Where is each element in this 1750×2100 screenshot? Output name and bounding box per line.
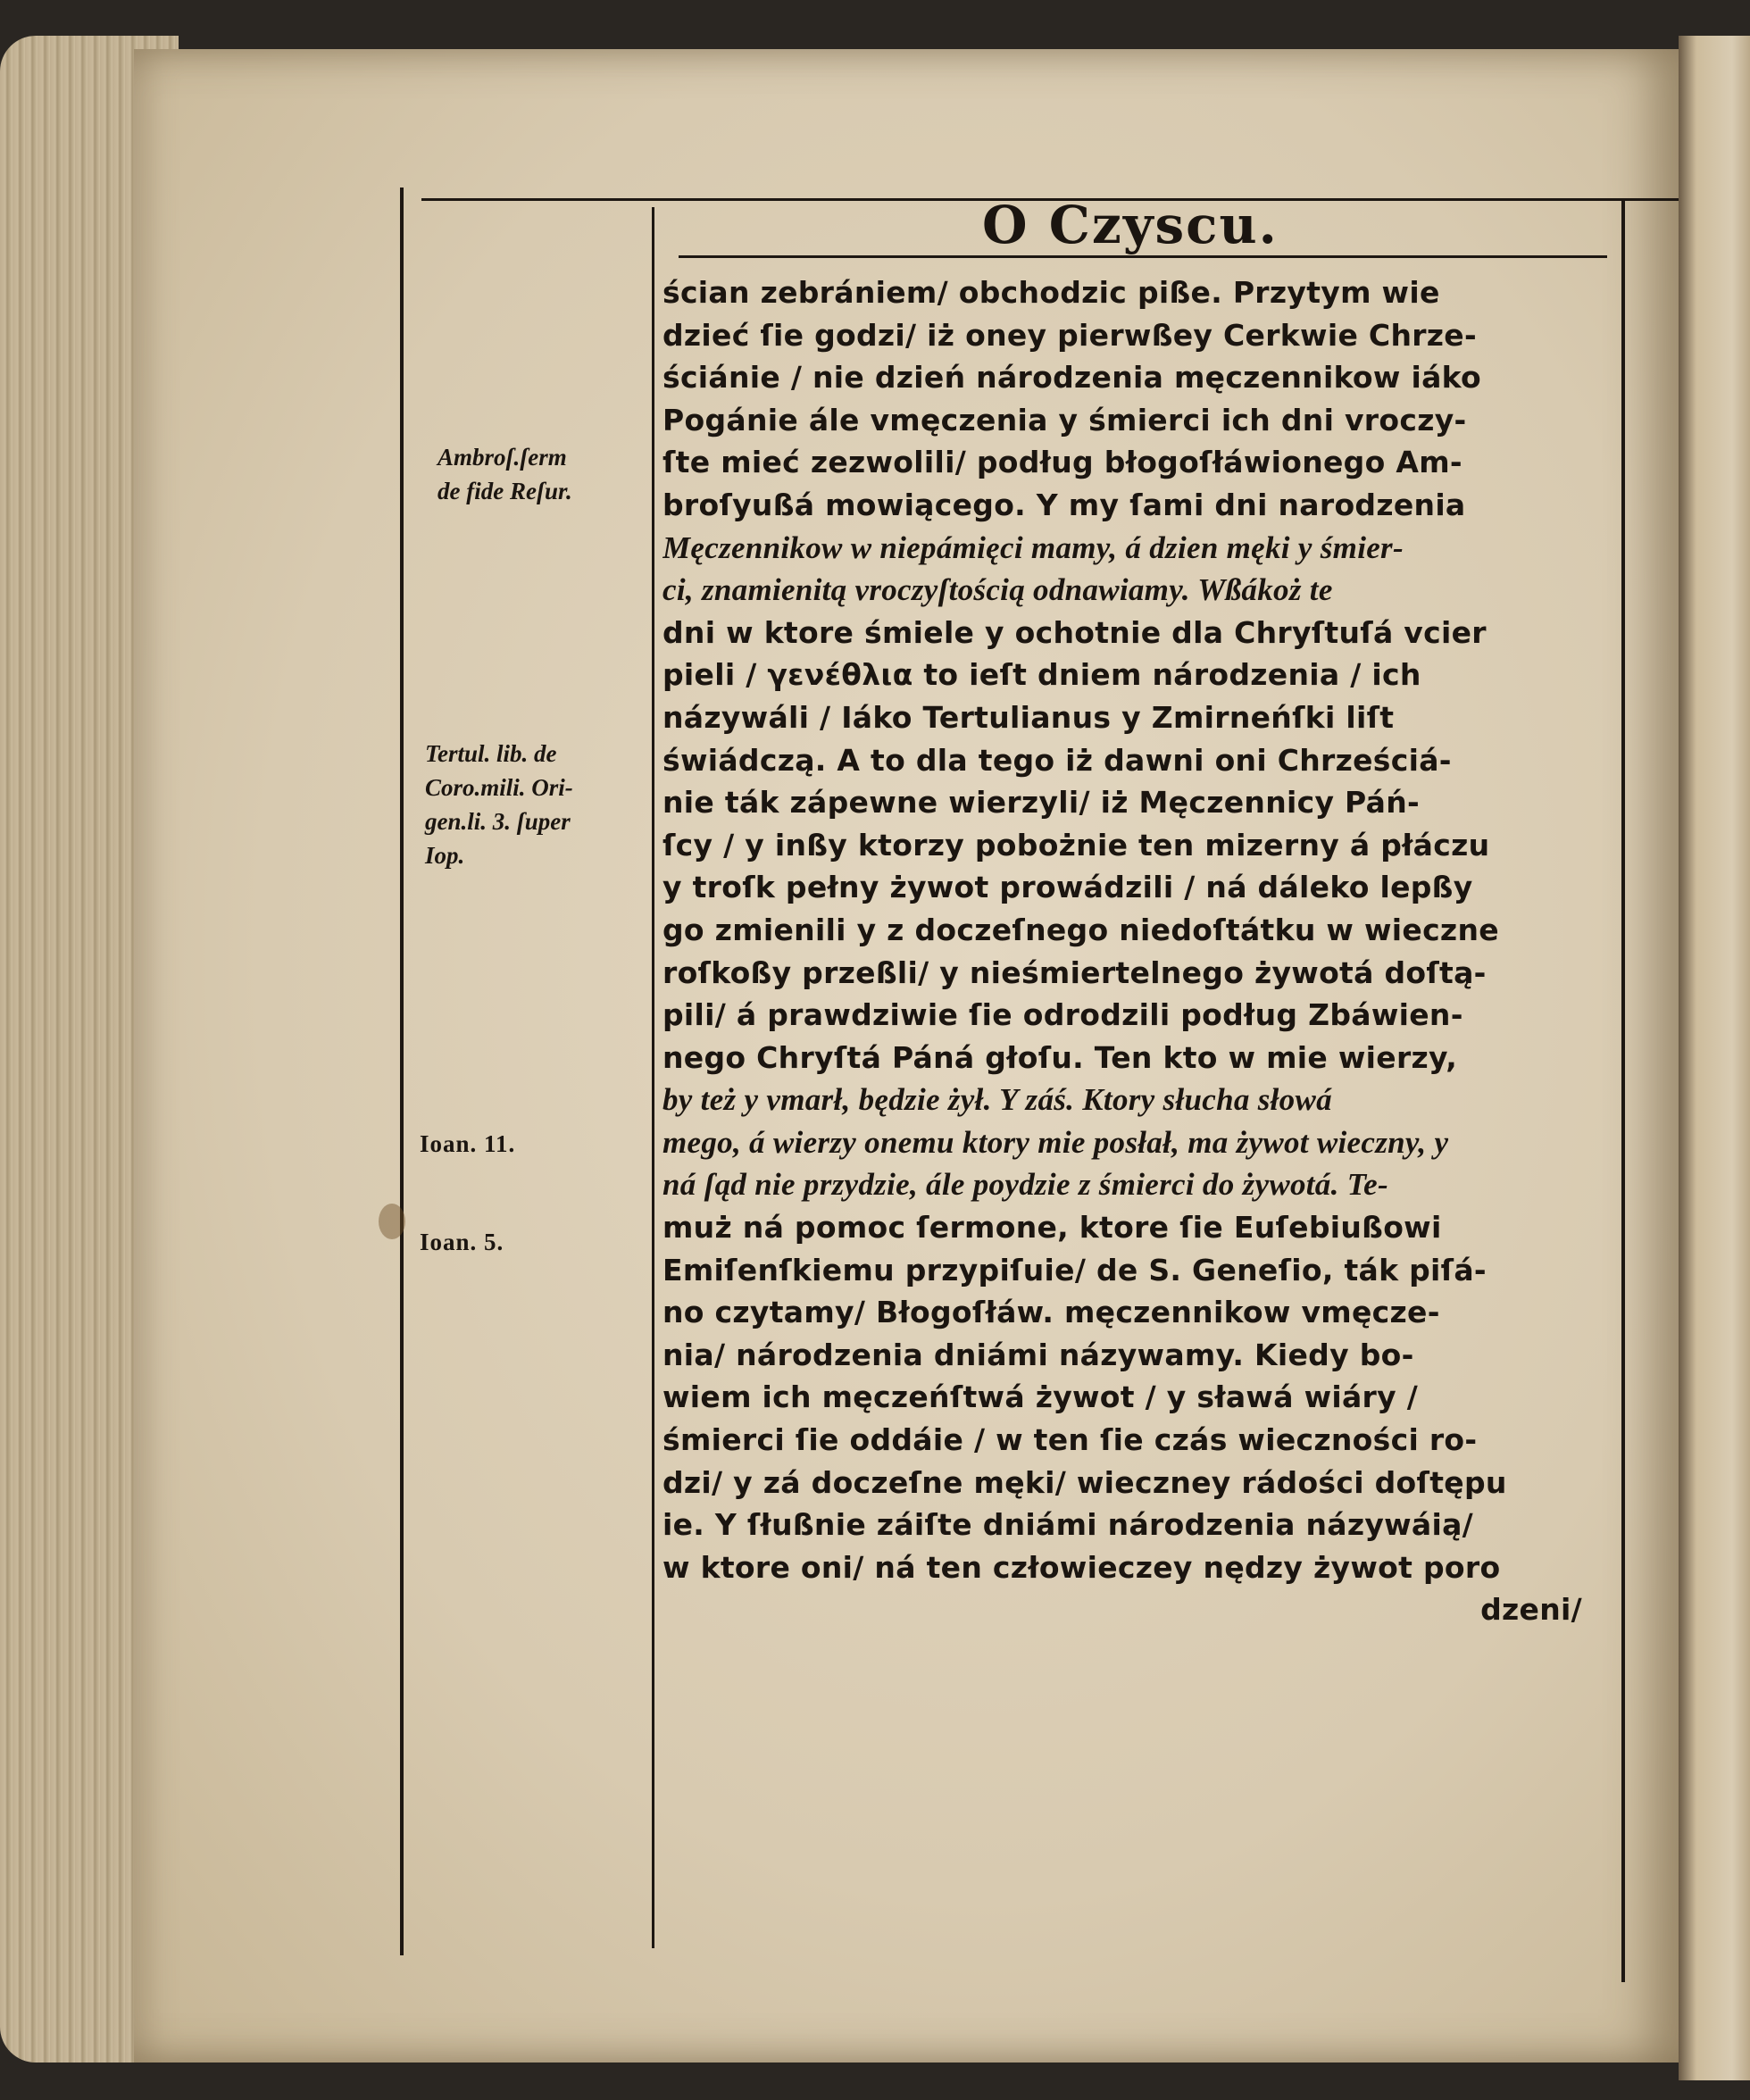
text-line: mego, á wierzy onemu ktory mie posłał, ma żywot wieczny, y <box>662 1124 1449 1160</box>
text-line: ci, znamienitą vroczyſtością odnawiamy. Wßákoż te <box>662 572 1333 608</box>
text-line: ná ſąd nie przydzie, ále poydzie z śmierci do żywotá. Te- <box>662 1167 1388 1203</box>
text-line: názywáli / Iáko Tertulianus y Zmirneńſki liſt <box>662 699 1395 735</box>
text-line: broſyußá mowiącego. Y my ſami dni narodzenia <box>662 487 1466 522</box>
page-edge-right <box>1679 36 1750 2080</box>
margin-note-line: gen.li. 3. ſuper <box>425 808 571 835</box>
text-line: no czytamy/ Błogoſłáw. męczennikow vmęcze- <box>662 1295 1440 1330</box>
text-line: śmierci ſie oddáie / w ten ſie czás wieczności ro- <box>662 1422 1478 1458</box>
text-line: pili/ á prawdziwie ſie odrodzili podług Zbáwien- <box>662 997 1463 1033</box>
text-line: muż ná pomoc ſermone, ktore ſie Euſebiußowi <box>662 1210 1442 1246</box>
text-line: go zmienili y z doczeſnego niedoſtátku w wieczne <box>662 912 1499 947</box>
ink-stain <box>379 1204 405 1239</box>
running-head: O Czyscu. <box>982 195 1279 255</box>
text-line: by też y vmarł, będzie żył. Y záś. Ktory słucha słowá <box>662 1082 1332 1118</box>
margin-note-line: Tertul. lib. de <box>425 740 557 767</box>
catchword: dzeni/ <box>1480 1592 1582 1628</box>
rule-margin-column <box>652 207 654 1948</box>
text-line: dzi/ y zá doczeſne męki/ wieczney rádości doſtępu <box>662 1464 1507 1500</box>
text-line: nego Chryſtá Páná głoſu. Ten kto w mie wierzy, <box>662 1039 1458 1075</box>
margin-note-line: Ioan. 11. <box>420 1130 516 1157</box>
text-line: ſcy / y inßy ktorzy pobożnie ten mizerny á płáczu <box>662 827 1490 862</box>
text-line: pieli / γενέθλια to ieſt dniem národzenia / ich <box>662 657 1421 693</box>
body-text <box>662 271 1618 1631</box>
text-line: y troſk pełny żywot prowádzili / ná dáleko lepßy <box>662 870 1473 905</box>
text-line: nia/ národzenia dniámi názywamy. Kiedy bo- <box>662 1337 1414 1372</box>
margin-note-ambros <box>438 440 572 508</box>
margin-note-ioan11 <box>420 1127 515 1161</box>
text-line: dzieć ſie godzi/ iż oney pierwßey Cerkwie Chrze- <box>662 317 1477 353</box>
text-line: ſte mieć zezwolili/ podług błogoſłáwionego Am- <box>662 445 1462 480</box>
rule-left-outer <box>400 188 404 1955</box>
text-line: ściánie / nie dzień národzenia męczennikow iáko <box>662 360 1481 396</box>
text-line: Pogánie ále vmęczenia y śmierci ich dni vroczy- <box>662 402 1467 438</box>
text-line: Emiſenſkiemu przypiſuie/ de S. Geneſio, ták piſá- <box>662 1252 1487 1288</box>
margin-note-line: Ambroſ.ſerm <box>438 444 567 471</box>
text-line: ie. Y ſłußnie záiſte dniámi národzenia názywáią/ <box>662 1507 1474 1543</box>
rule-right <box>1621 201 1625 1982</box>
margin-note-tertul <box>425 737 573 872</box>
rule-under-head <box>679 255 1607 258</box>
text-line: ścian zebrániem/ obchodzic piße. Przytym wie <box>662 275 1440 310</box>
text-line: w ktore oni/ ná ten człowieczey nędzy żywot poro <box>662 1549 1501 1585</box>
margin-note-line: de fide Reſur. <box>438 478 572 504</box>
margin-note-line: Iop. <box>425 842 465 869</box>
text-line: wiem ich męczeńſtwá żywot / y sławá wiáry / <box>662 1379 1419 1415</box>
text-line: nie ták zápewne wierzyli/ iż Męczennicy Páń- <box>662 785 1421 821</box>
text-line: roſkoßy przeßli/ y nieśmiertelnego żywotá doſtą- <box>662 954 1487 990</box>
margin-note-line: Ioan. 5. <box>420 1229 504 1255</box>
margin-note-line: Coro.mili. Ori- <box>425 774 573 801</box>
text-line: dni w ktore śmiele y ochotnie dla Chryſtuſá vcier <box>662 614 1487 650</box>
text-line: świádczą. A to dla tego iż dawni oni Chrześciá- <box>662 742 1452 778</box>
text-line: Męczennikow w niepámięci mamy, á dzien męki y śmier- <box>662 529 1404 565</box>
margin-note-ioan5 <box>420 1225 504 1259</box>
